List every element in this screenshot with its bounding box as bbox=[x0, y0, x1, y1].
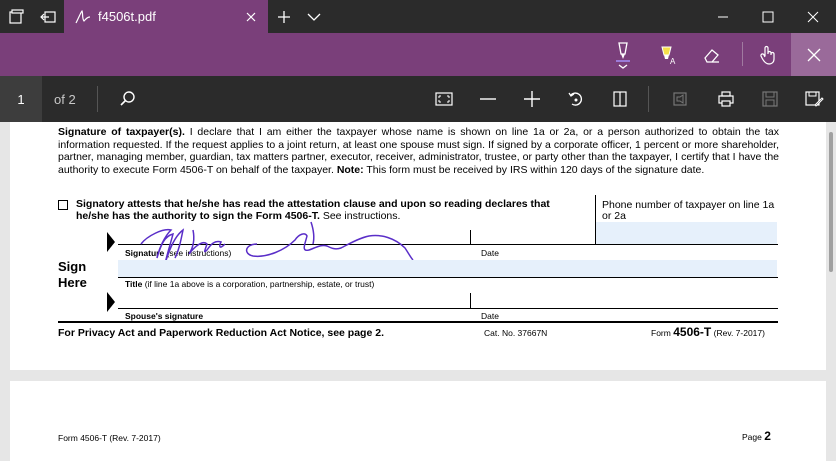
tab-title: f4506t.pdf bbox=[98, 9, 156, 24]
scrollbar-thumb[interactable] bbox=[829, 132, 833, 272]
sign-here-label: Sign Here bbox=[58, 259, 87, 290]
privacy-notice: For Privacy Act and Paperwork Reduction Act Notice, see page 2. bbox=[58, 327, 384, 339]
signature-date-divider bbox=[470, 230, 471, 244]
page-count: of 2 bbox=[54, 92, 76, 107]
read-aloud-icon[interactable] bbox=[662, 76, 698, 122]
tab-close-icon[interactable] bbox=[240, 6, 262, 28]
title-label: Title (if line 1a above is a corporation, partnership, estate, or trust) bbox=[125, 279, 375, 289]
attestation-text: Signatory attests that he/she has read the attestation clause and upon so reading declares that he/she has the authority to sign the Form 4506-T. See instructions. bbox=[76, 198, 550, 222]
spouse-line bbox=[118, 308, 778, 309]
ballpoint-pen-icon[interactable] bbox=[601, 33, 645, 76]
taxpayer-declaration: Signature of taxpayer(s). I declare that I am either the taxpayer whose name is shown on line 1a or 2a, or a person authorized to obtain the tax information requested. If the request applies to a joint return, at least one spouse must sign. If signed by a corporate officer, 1 percent or more shareholder, partner, managing member, guardian, tax matters partner, executor, receiver, administrator, trustee, or party other than the taxpayer, I certify that I have the authority to execute Form 4506-T on behalf of the taxpayer. Note: This form must be received by IRS within 120 days of the signature date. bbox=[58, 126, 779, 176]
touch-writing-icon[interactable] bbox=[746, 33, 790, 76]
page-layout-icon[interactable] bbox=[602, 76, 638, 122]
page2-header-right: Page 2 bbox=[742, 429, 771, 443]
phone-underline bbox=[596, 244, 778, 245]
save-as-icon[interactable] bbox=[796, 76, 832, 122]
new-tab-icon[interactable] bbox=[268, 0, 300, 33]
close-ink-icon[interactable] bbox=[791, 33, 836, 76]
tabs-dropdown-icon[interactable] bbox=[298, 0, 330, 33]
phone-label: Phone number of taxpayer on line 1a or 2a bbox=[602, 199, 775, 222]
spouse-arrow bbox=[107, 292, 115, 312]
spouse-date-divider bbox=[470, 293, 471, 308]
spouse-date-label: Date bbox=[481, 311, 499, 321]
minimize-icon[interactable] bbox=[700, 0, 745, 33]
zoom-in-icon[interactable] bbox=[514, 76, 550, 122]
title-line bbox=[118, 277, 778, 278]
ink-pen-icon bbox=[74, 8, 92, 26]
page-number-input[interactable]: 1 bbox=[0, 76, 42, 122]
pdf-page-2 bbox=[10, 381, 826, 461]
fit-page-icon[interactable] bbox=[426, 76, 462, 122]
maximize-icon[interactable] bbox=[745, 0, 790, 33]
vertical-scrollbar[interactable] bbox=[828, 122, 834, 437]
footer-rule bbox=[58, 321, 778, 323]
sign-arrow bbox=[107, 232, 115, 252]
spouse-label: Spouse's signature bbox=[125, 311, 204, 321]
phone-input[interactable] bbox=[596, 222, 777, 244]
tab-actions-icon[interactable] bbox=[0, 0, 32, 33]
close-window-icon[interactable] bbox=[790, 0, 835, 33]
toolbar-divider bbox=[97, 86, 98, 112]
page2-header-left: Form 4506-T (Rev. 7-2017) bbox=[58, 433, 161, 443]
form-id: Form 4506-T (Rev. 7-2017) bbox=[651, 325, 765, 339]
catalog-number: Cat. No. 37667N bbox=[484, 328, 548, 338]
eraser-icon[interactable] bbox=[690, 33, 734, 76]
set-aside-icon[interactable] bbox=[32, 0, 64, 33]
toolbar-divider bbox=[648, 86, 649, 112]
title-bar bbox=[0, 0, 836, 33]
signature-label: Signature (see instructions) bbox=[125, 248, 232, 258]
title-input[interactable] bbox=[118, 260, 777, 277]
date-label: Date bbox=[481, 248, 499, 258]
svg-text:A: A bbox=[670, 56, 676, 66]
pdf-toolbar bbox=[0, 76, 836, 122]
zoom-out-icon[interactable] bbox=[470, 76, 506, 122]
rotate-icon[interactable] bbox=[558, 76, 594, 122]
ink-toolbar bbox=[0, 33, 836, 76]
attestation-checkbox[interactable] bbox=[58, 200, 68, 210]
highlighter-icon[interactable] bbox=[646, 33, 690, 76]
search-icon[interactable] bbox=[110, 76, 146, 122]
save-icon[interactable] bbox=[752, 76, 788, 122]
print-icon[interactable] bbox=[708, 76, 744, 122]
document-viewer[interactable] bbox=[0, 122, 836, 443]
pdf-tab[interactable] bbox=[64, 0, 268, 33]
pdf-page-1 bbox=[10, 122, 826, 370]
ink-divider bbox=[742, 42, 743, 66]
